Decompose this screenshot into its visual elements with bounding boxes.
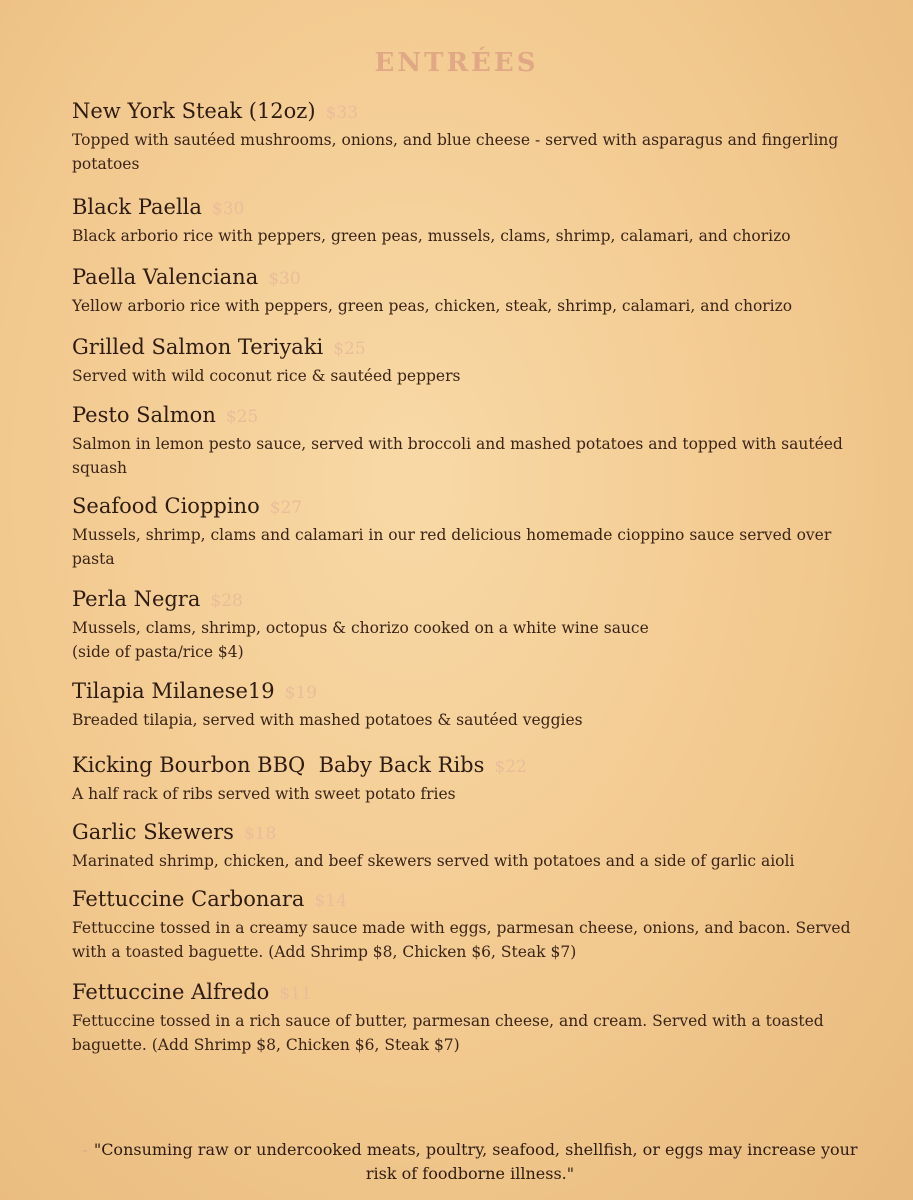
menu-item-new-york-steak [72,98,872,176]
item-description: Breaded tilapia, served with mashed potatoes & sautéed veggies [72,711,583,729]
menu-item-garlic-skewers [72,819,872,873]
menu-item-fettuccine-carbonara [72,886,872,964]
item-price: $30 [268,269,301,289]
item-description: Salmon in lemon pesto sauce, served with broccoli and mashed potatoes and topped with sautéed squash [72,435,843,477]
item-name: Kicking Bourbon BBQ Baby Back Ribs [72,753,485,777]
item-price: $30 [211,199,245,219]
item-price: $33 [325,103,359,123]
item-description: Marinated shrimp, chicken, and beef skewers served with potatoes and a side of garlic aioli [72,852,795,870]
item-price: $22 [494,757,527,777]
menu-item-paella-valenciana [72,264,872,318]
menu-item-fettuccine-alfredo [72,979,872,1057]
item-description: Fettuccine tossed in a rich sauce of butter, parmesan cheese, and cream. Served with a toasted baguette. (Add Shrimp $8, Chicken $6, Steak $7) [72,1012,824,1054]
item-description: Mussels, shrimp, clams and calamari in our red delicious homemade cioppino sauce served over pasta [72,526,832,568]
item-price: $25 [333,339,366,359]
item-description: Topped with sautéed mushrooms, onions, and blue cheese - served with asparagus and fingerling potatoes [72,131,839,173]
item-name: Paella Valenciana [72,265,259,289]
item-description: A half rack of ribs served with sweet potato fries [72,785,456,803]
menu-item-grilled-salmon-teriyaki [72,334,872,388]
item-price: $11 [279,984,312,1004]
section-title: ENTRÉES [374,48,539,78]
item-name: Fettuccine Alfredo [72,980,270,1004]
item-price: $27 [269,498,303,518]
item-name: Fettuccine Carbonara [72,887,305,911]
item-price: $19 [284,683,318,703]
food-safety-disclaimer [70,1138,870,1186]
item-name: Seafood Cioppino [72,494,260,518]
item-price: $28 [210,591,243,611]
item-name: Perla Negra [72,587,201,611]
menu-item-black-paella [72,194,872,248]
item-description: Yellow arborio rice with peppers, green peas, chicken, steak, shrimp, calamari, and chorizo [72,297,793,315]
item-price: $18 [243,824,277,844]
disclaimer-dash: - [82,1140,88,1159]
item-price: $25 [225,407,259,427]
menu-item-pesto-salmon [72,402,872,480]
item-name: Black Paella [72,195,202,219]
menu-item-bourbon-bbq-ribs [72,752,872,806]
item-name: Pesto Salmon [72,403,216,427]
item-price: $14 [314,891,347,911]
item-description: Fettuccine tossed in a creamy sauce made with eggs, parmesan cheese, onions, and bacon. Served with a toasted baguette. (Add Shrimp $8, Chicken $6, Steak $7) [72,919,851,961]
item-name: New York Steak (12oz) [72,99,316,123]
item-description-note: (side of pasta/rice $4) [72,643,244,661]
item-name: Grilled Salmon Teriyaki [72,335,324,359]
item-name: Tilapia Milanese19 [72,679,275,703]
menu-item-tilapia-milanese [72,678,872,732]
menu-item-perla-negra [72,586,872,664]
item-name: Garlic Skewers [72,820,234,844]
disclaimer-text: "Consuming raw or undercooked meats, poultry, seafood, shellfish, or eggs may increase your risk of foodborne illness." [93,1140,858,1183]
item-description: Mussels, clams, shrimp, octopus & chorizo cooked on a white wine sauce [72,619,649,637]
menu-item-seafood-cioppino [72,493,872,571]
item-description: Black arborio rice with peppers, green peas, mussels, clams, shrimp, calamari, and chorizo [72,227,791,245]
item-description: Served with wild coconut rice & sautéed peppers [72,367,461,385]
